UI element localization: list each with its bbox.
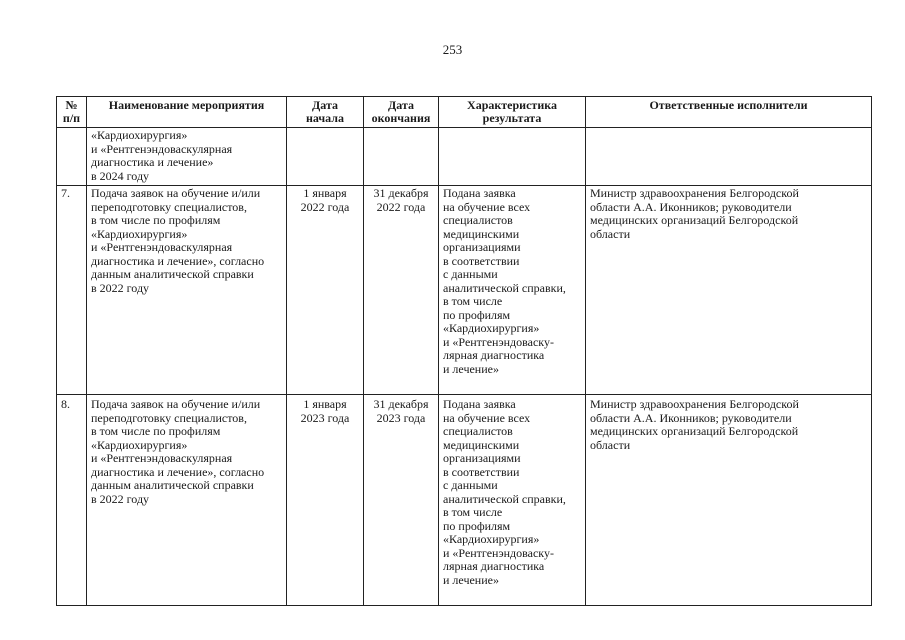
text-line: медицинских организаций Белгородской [590, 424, 799, 438]
cell-start-date [287, 395, 364, 606]
header-result [439, 97, 586, 128]
cell-responsible [586, 128, 872, 186]
text-line: в соответствии [443, 464, 520, 479]
text-line: Министр здравоохранения Белгородской [590, 397, 799, 411]
header-end-line1: Дата [388, 98, 414, 112]
cell-number: 8. [57, 395, 87, 606]
events-table [56, 96, 872, 606]
text-line: лярная диагностика [443, 559, 545, 573]
page-number: 253 [442, 42, 463, 57]
text-line: Министр здравоохранения Белгородской [590, 186, 799, 200]
text-line: 2023 года [376, 410, 426, 425]
text-line: и «Рентгенэндоваскулярная [91, 451, 233, 465]
table-row [57, 395, 872, 606]
text-line: данным аналитической справки [91, 267, 254, 281]
cell-end-date [364, 128, 439, 186]
text-line: «Кардиохирургия» [91, 437, 188, 452]
table-header-row [57, 97, 872, 128]
text-line: «Кардиохирургия» [91, 226, 188, 241]
text-line: Подана заявка [443, 186, 516, 200]
text-line: на обучение всех [443, 199, 531, 214]
header-result-line1: Характеристика [467, 98, 557, 112]
text-line: с данными [443, 478, 498, 492]
text-line: лярная диагностика [443, 348, 545, 362]
cell-responsible [586, 395, 872, 606]
cell-result [439, 395, 586, 606]
header-number-line1: № [65, 98, 78, 112]
text-line: на обучение всех [443, 410, 531, 425]
text-line: переподготовку специалистов, [91, 410, 247, 425]
text-line: и лечение» [443, 361, 499, 376]
text-line: 2022 года [300, 199, 350, 214]
text-line: области [590, 437, 631, 452]
text-line: и «Рентгенэндоваску- [443, 545, 554, 560]
cell-event-name [87, 128, 287, 186]
text-line: в 2022 году [91, 491, 150, 506]
cell-end-date [364, 186, 439, 395]
text-line: организациями [443, 240, 521, 254]
text-line: диагностика и лечение», согласно [91, 253, 265, 268]
text-line: специалистов [443, 213, 513, 227]
text-line: в том числе [443, 505, 503, 519]
header-start-date [287, 97, 364, 128]
header-event-name [87, 97, 287, 128]
header-event-name-text: Наименование мероприятия [108, 98, 265, 112]
text-line: организациями [443, 451, 521, 465]
text-line: «Кардиохирургия» [443, 321, 540, 335]
text-line: области [590, 226, 631, 241]
table-row [57, 186, 872, 395]
text-line: «Кардиохирургия» [91, 128, 188, 142]
cell-start-date [287, 128, 364, 186]
header-start-line1: Дата [312, 98, 338, 112]
text-line: диагностика и лечение», согласно [91, 464, 265, 479]
text-line: в 2024 году [91, 168, 150, 183]
text-line: специалистов [443, 424, 513, 438]
text-line: 31 декабря [373, 397, 429, 411]
text-line: в том числе [443, 294, 503, 308]
text-line: аналитической справки, [443, 491, 566, 506]
text-line: Подача заявок на обучение и/или [91, 397, 261, 411]
text-line: в 2022 году [91, 280, 150, 295]
text-line: и лечение» [443, 572, 499, 587]
text-line: диагностика и лечение» [91, 155, 214, 169]
text-line: и «Рентгенэндоваскулярная [91, 240, 233, 254]
header-start-line2: начала [305, 111, 345, 125]
text-line: Подача заявок на обучение и/или [91, 186, 261, 200]
text-line: данным аналитической справки [91, 478, 254, 492]
cell-number [57, 128, 87, 186]
header-result-line2: результата [482, 111, 542, 125]
cell-event-name [87, 186, 287, 395]
cell-end-date [364, 395, 439, 606]
text-line: медицинскими [443, 437, 520, 452]
text-line: 1 января [303, 397, 347, 411]
text-line: по профилям [443, 518, 511, 533]
text-line: в том числе по профилям [91, 424, 221, 438]
header-end-line2: окончания [371, 111, 431, 125]
header-responsible-text: Ответственные исполнители [649, 98, 808, 112]
text-line: 2022 года [376, 199, 426, 214]
cell-event-name [87, 395, 287, 606]
text-line: «Кардиохирургия» [443, 532, 540, 546]
text-line: по профилям [443, 307, 511, 322]
text-line: Подана заявка [443, 397, 516, 411]
cell-start-date [287, 186, 364, 395]
text-line: медицинских организаций Белгородской [590, 213, 799, 227]
cell-responsible [586, 186, 872, 395]
text-line: 2023 года [300, 410, 350, 425]
cell-number: 7. [57, 186, 87, 395]
text-line: области А.А. Иконников; руководители [590, 410, 792, 425]
text-line: 31 декабря [373, 186, 429, 200]
text-line: переподготовку специалистов, [91, 199, 247, 214]
header-responsible [586, 97, 872, 128]
cell-result [439, 128, 586, 186]
text-line: области А.А. Иконников; руководители [590, 199, 792, 214]
header-end-date [364, 97, 439, 128]
text-line: в том числе по профилям [91, 213, 221, 227]
cell-result [439, 186, 586, 395]
header-number [57, 97, 87, 128]
text-line: и «Рентгенэндоваску- [443, 334, 554, 349]
text-line: 1 января [303, 186, 347, 200]
text-line: в соответствии [443, 253, 520, 268]
text-line: с данными [443, 267, 498, 281]
header-number-line2: п/п [62, 111, 81, 125]
text-line: аналитической справки, [443, 280, 566, 295]
text-line: и «Рентгенэндоваскулярная [91, 141, 233, 156]
table-row-continuation [57, 128, 872, 186]
text-line: медицинскими [443, 226, 520, 241]
